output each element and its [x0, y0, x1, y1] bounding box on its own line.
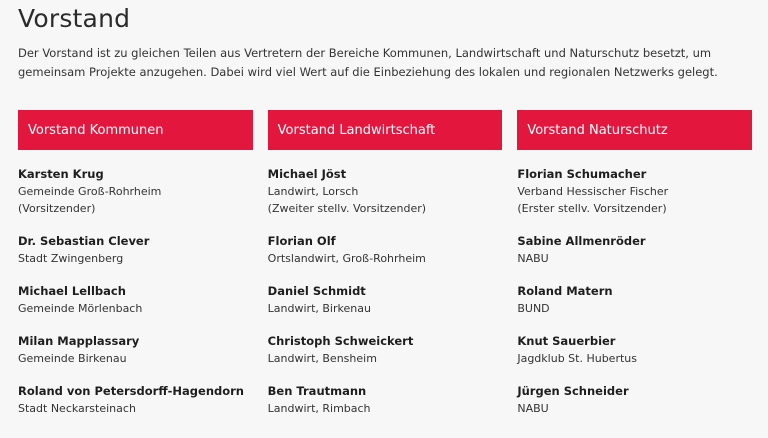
member-item [18, 283, 253, 317]
column-kommunen [18, 110, 253, 433]
member-role: Landwirt, Lorsch (Zweiter stellv. Vorsitzender) [267, 185, 427, 215]
member-name: Christoph Schweickert [267, 334, 414, 348]
member-name: Florian Olf [267, 234, 336, 248]
member-name: Daniel Schmidt [267, 284, 366, 298]
member-item [18, 333, 253, 367]
member-item [268, 166, 503, 217]
member-role: Landwirt, Birkenau [267, 302, 371, 315]
column-naturschutz [517, 110, 752, 433]
member-item [268, 233, 503, 267]
column-header: Vorstand Kommunen [18, 110, 253, 150]
member-item [517, 383, 752, 417]
member-name: Michael Lellbach [18, 284, 126, 298]
member-role: BUND [517, 302, 550, 315]
member-item [268, 383, 503, 417]
member-role: Gemeinde Groß-Rohrheim (Vorsitzender) [18, 185, 162, 215]
board-columns [18, 110, 752, 433]
member-item [517, 233, 752, 267]
member-item [517, 333, 752, 367]
member-name: Michael Jöst [267, 167, 347, 181]
member-item [268, 283, 503, 317]
member-role: Ortslandwirt, Groß-Rohrheim [267, 252, 426, 265]
member-name: Jürgen Schneider [517, 384, 629, 398]
member-role: NABU [517, 252, 549, 265]
column-header: Vorstand Naturschutz [517, 110, 752, 150]
member-list [18, 166, 253, 417]
member-name: Roland Matern [517, 284, 613, 298]
member-list [517, 166, 752, 417]
member-name: Karsten Krug [18, 167, 104, 181]
page-title: Vorstand [18, 4, 131, 33]
member-role: Verband Hessischer Fischer (Erster stellv. Vorsitzender) [517, 185, 669, 215]
member-role: NABU [517, 402, 549, 415]
member-item [18, 166, 253, 217]
column-header: Vorstand Landwirtschaft [268, 110, 503, 150]
member-name: Ben Trautmann [267, 384, 367, 398]
intro-text: Der Vorstand ist zu gleichen Teilen aus Vertretern der Bereiche Kommunen, Landwirtschaft und Naturschutz besetzt, um gemeinsam Projekte anzugehen. Dabei wird viel Wert auf die Einbeziehung des lokalen und regionalen Netzwerks gelegt. [18, 46, 718, 79]
member-name: Milan Mapplassary [18, 334, 140, 348]
member-item [18, 383, 253, 417]
member-list [268, 166, 503, 417]
member-role: Stadt Neckarsteinach [18, 402, 136, 415]
member-name: Knut Sauerbier [517, 334, 616, 348]
member-role: Landwirt, Bensheim [267, 352, 377, 365]
member-item [268, 333, 503, 367]
member-name: Dr. Sebastian Clever [18, 234, 150, 248]
member-item [517, 283, 752, 317]
member-item [517, 166, 752, 217]
member-role: Landwirt, Rimbach [267, 402, 371, 415]
member-role: Jagdklub St. Hubertus [517, 352, 637, 365]
member-role: Stadt Zwingenberg [18, 252, 124, 265]
member-role: Gemeinde Mörlenbach [18, 302, 143, 315]
member-item [18, 233, 253, 267]
member-role: Gemeinde Birkenau [18, 352, 127, 365]
member-name: Sabine Allmenröder [517, 234, 646, 248]
member-name: Florian Schumacher [517, 167, 647, 181]
member-name: Roland von Petersdorff-Hagendorn [18, 384, 244, 398]
column-landwirtschaft [268, 110, 503, 433]
